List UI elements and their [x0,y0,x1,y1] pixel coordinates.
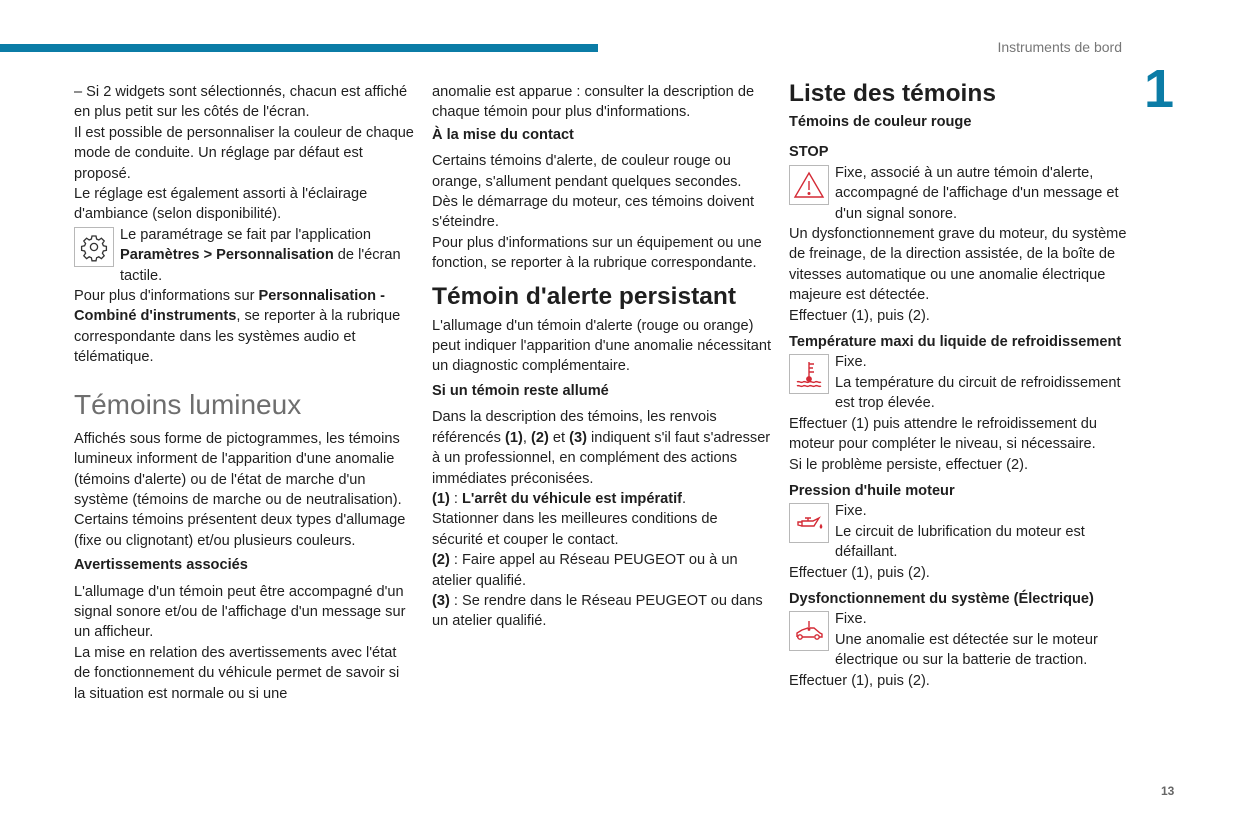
warning-triangle-icon [789,165,829,205]
paragraph: Stationner dans les meilleures conditions de sécurité et couper le contact. [432,511,718,548]
column-1 [74,82,414,704]
header-accent-bar [0,44,598,52]
item-title: STOP [789,144,829,161]
paragraph: Il est possible de personnaliser la couleur de chaque mode de conduite. Un réglage par défaut est proposé. [74,124,414,182]
menu-path: Paramètres > Personnalisation [120,247,334,264]
electric-car-fault-icon [789,611,829,651]
subheading: À la mise du contact [432,126,574,143]
subheading: Témoins de couleur rouge [789,114,972,130]
gear-icon [74,227,114,267]
chapter-number: 1 [1144,59,1175,119]
paragraph: Certains témoins d'alerte, de couleur rouge ou orange, s'allument pendant quelques secondes. [432,153,742,190]
warning-item-electric-fault: Dysfonctionnement du système (Électrique) Fixe. Une anomalie est détectée sur le moteur électrique ou sur la batterie de traction. Effectuer (1), puis (2). [789,589,1129,691]
reference-1: (1) : L'arrêt du véhicule est impératif. [432,490,687,507]
warning-item-coolant: Température maxi du liquide de refroidissement Fixe. La température du circuit de refroidissement est trop élevée. Effectuer (1) puis attendre le refroidissement du moteur pour compléter le niveau, si nécessaire. Si le problème persiste, effectuer (2). [789,332,1129,475]
section-heading: Témoins lumineux [74,388,302,420]
subheading: Avertissements associés [74,557,248,574]
settings-note: Le paramétrage se fait par l'application Paramètres > Personnalisation de l'écran tactile. [74,225,414,286]
page-number: 13 [1161,784,1175,798]
column-3 [789,82,1129,691]
paragraph: Affichés sous forme de pictogrammes, les témoins lumineux informent de l'apparition d'une anomalie (témoins d'alerte) ou de l'état de marche d'un système (témoins de marche ou de neutralisation). Certains témoins présentent deux types d'allumage (fixe ou clignotant) et/ou plusieurs couleurs. [74,430,406,549]
reference-3: (3) : Se rendre dans le Réseau PEUGEOT ou dans un atelier qualifié. [432,592,763,630]
paragraph: L'allumage d'un témoin peut être accompagné d'un signal sonore et/ou de l'affichage d'un message sur un afficheur. [74,583,406,641]
paragraph: Dans la description des témoins, les renvois référencés (1), (2) et (3) indiquent s'il faut s'adresser à un professionnel, en complément des actions immédiates préconisées. [432,409,771,487]
column-2 [432,82,772,632]
section-heading: Liste des témoins [789,80,996,107]
paragraph: Pour plus d'informations sur Personnalisation - Combiné d'instruments, se reporter à la rubrique correspondante dans les systèmes audio et télématique. [74,288,401,366]
paragraph: Dès le démarrage du moteur, ces témoins doivent s'éteindre. [432,194,755,231]
item-title: Température maxi du liquide de refroidissement [789,334,1122,351]
item-title: Pression d'huile moteur [789,482,955,499]
warning-item-stop: STOP Fixe, associé à un autre témoin d'alerte, accompagné de l'affichage d'un message et d'un signal sonore. Un dysfonctionnement grave du moteur, du système de freinage, de la direction assistée, de la boîte de vitesses automatique ou une anomalie électrique majeure est détectée. Effectuer (1), puis (2). [789,142,1129,326]
oil-can-icon [789,503,829,543]
paragraph: Pour plus d'informations sur un équipement ou une fonction, se reporter à la rubrique correspondante. [432,234,762,272]
paragraph: Le réglage est également assorti à l'éclairage d'ambiance (selon disponibilité). [74,186,368,223]
reference-2: (2) : Faire appel au Réseau PEUGEOT ou à un atelier qualifié. [432,552,738,589]
paragraph: L'allumage d'un témoin d'alerte (rouge ou orange) peut indiquer l'apparition d'une anomalie nécessitant un diagnostic complémentaire. [432,317,772,375]
coolant-temperature-icon [789,354,829,394]
paragraph: – Si 2 widgets sont sélectionnés, chacun est affiché en plus petit sur les côtés de l'écran. [74,84,408,121]
warning-item-oil-pressure: Pression d'huile moteur Fixe. Le circuit de lubrification du moteur est défaillant. Effectuer (1), puis (2). [789,481,1129,583]
section-title: Instruments de bord [997,39,1122,55]
section-heading: Témoin d'alerte persistant [432,282,736,310]
paragraph: La mise en relation des avertissements avec l'état de fonctionnement du véhicule permet de savoir si la situation est normale ou si une [74,644,400,702]
paragraph: anomalie est apparue : consulter la description de chaque témoin pour plus d'informations. [432,84,755,121]
item-title: Dysfonctionnement du système (Électrique) [789,590,1094,607]
subheading: Si un témoin reste allumé [432,382,609,399]
